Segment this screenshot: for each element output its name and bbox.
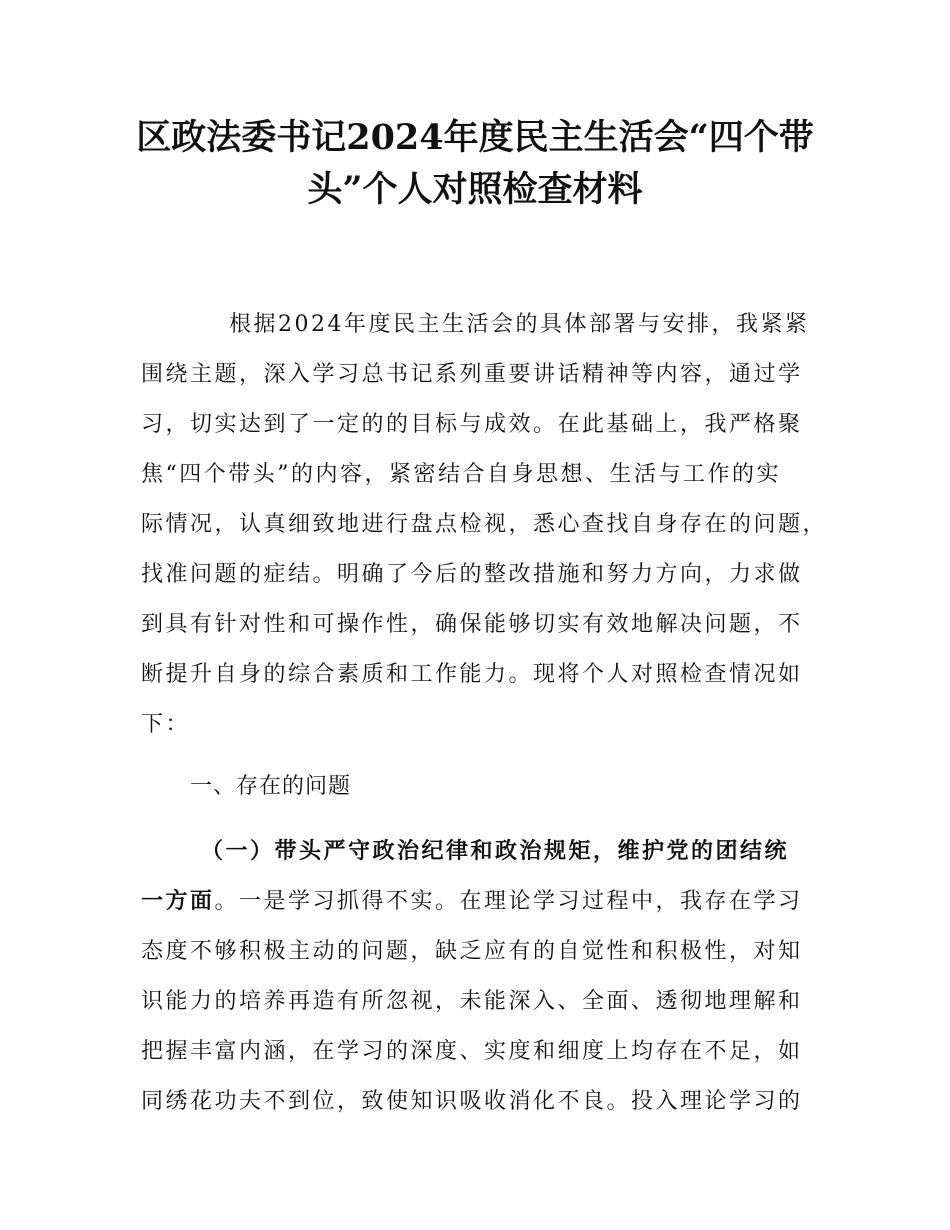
paragraph-line: 焦“四个带头”的内容，紧密结合自身思想、生活与工作的实: [141, 462, 781, 487]
paragraph-line: 到具有针对性和可操作性，确保能够切实有效地解决问题，不: [141, 612, 803, 637]
paragraph-line: 围绕主题，深入学习总书记系列重要讲话精神等内容，通过学: [141, 362, 803, 387]
paragraph-text: 。一是学习抓得不实。在理论学习过程中，我存在学习: [214, 889, 803, 914]
paragraph-line: 同绣花功夫不到位，致使知识吸收消化不良。投入理论学习的: [141, 1089, 803, 1114]
paragraph-line: 际情况，认真细致地进行盘点检视，悉心查找自身存在的问题，: [141, 512, 828, 537]
paragraph-line: 识能力的培养再造有所忽视，未能深入、全面、透彻地理解和: [141, 989, 803, 1014]
subsection-paragraph: [141, 827, 841, 1127]
paragraph-line: 习，切实达到了一定的的目标与成效。在此基础上，我严格聚: [141, 412, 803, 437]
paragraph-line: 找准问题的症结。明确了今后的整改措施和努力方向，力求做: [141, 562, 803, 587]
title-line: 区政法委书记2024年度民主生活会“四个带: [136, 117, 814, 158]
subsection-heading: （一）带头严守政治纪律和政治规矩，维护党的团结统: [201, 839, 790, 864]
paragraph-line: 断提升自身的综合素质和工作能力。现将个人对照检查情况如: [141, 662, 803, 687]
section-heading: 一、存在的问题: [190, 774, 352, 799]
title-line: 头”个人对照检查材料: [307, 169, 643, 210]
subsection-heading-tail: 一方面: [141, 889, 215, 914]
paragraph-line: 态度不够积极主动的问题，缺乏应有的自觉性和积极性，对知: [141, 939, 803, 964]
paragraph-line: 把握丰富内涵，在学习的深度、实度和细度上均存在不足，如: [141, 1039, 803, 1064]
document-title: [120, 112, 830, 216]
paragraph-line: [141, 877, 841, 927]
paragraph-line: 根据2024年度民主生活会的具体部署与安排，我紧紧: [229, 312, 810, 337]
paragraph-line: 下：: [141, 712, 191, 737]
intro-paragraph: [141, 300, 841, 750]
